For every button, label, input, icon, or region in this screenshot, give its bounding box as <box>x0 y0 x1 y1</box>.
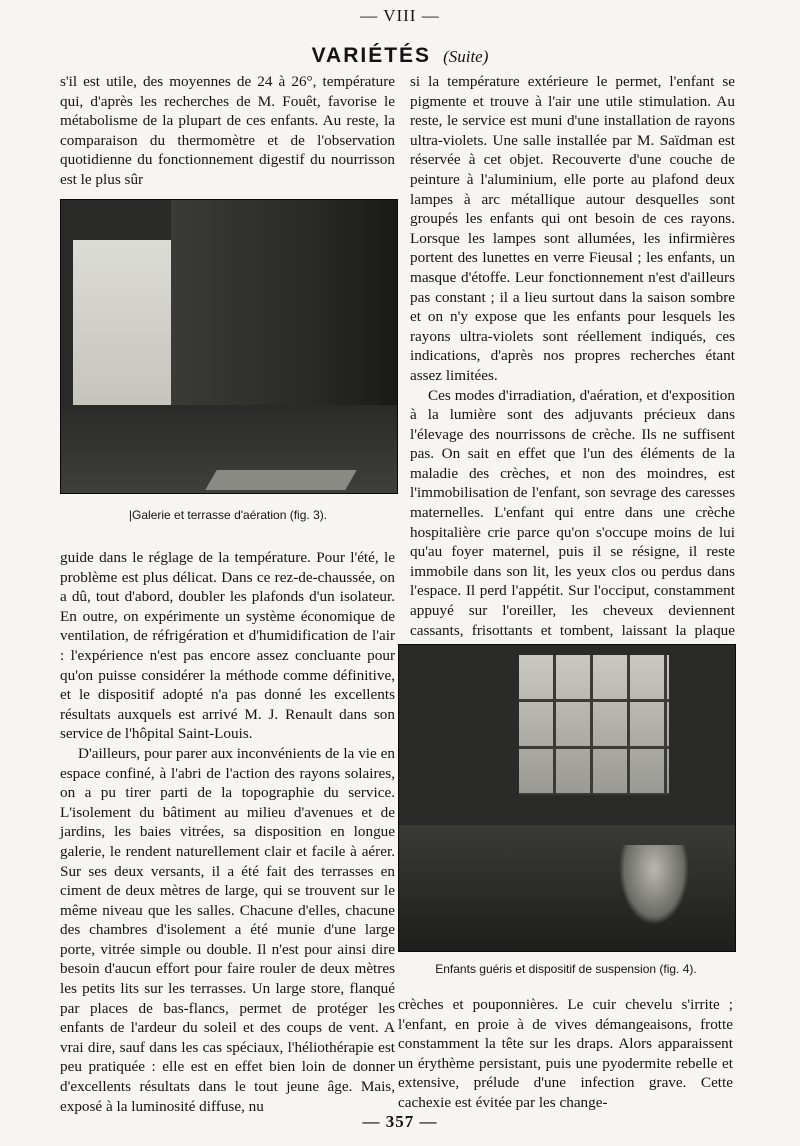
paragraph: si la température extérieure le permet, l'enfant se pigmente et trouve à l'air une utile stimulation. Au reste, le service est muni d'une installation de rayons ultra-violets. Une salle installée par M. Saïdman est réservée à cet objet. Recouverte d'une couche de peinture à l'aluminium, elle porte au plafond deux lampes à arc métallique autour desquelles sont groupés les enfants qui ont besoin de ces rayons. Lorsque les lampes sont allumées, les infirmières portent des lunettes en verre Fieusal ; les enfants, un masque d'étoffe. Leur fonctionnement n'est d'ailleurs pas constant ; il a lieu surtout dans la saison sombre et on n'y expose que les enfants pour lesquels les rayons ultra-violets sont réellement indiqués, ces indications, d'après nos propres recherches étant assez limitées. <box>410 73 735 384</box>
photo-window-frame <box>519 655 669 795</box>
right-column-bottom <box>398 995 733 1113</box>
page-number: — 357 — <box>362 1112 438 1131</box>
page-label-top: — VIII — <box>360 6 440 25</box>
subtitle-text: (Suite) <box>443 47 489 66</box>
paragraph: Ces modes d'irradiation, d'aération, et d'exposition à la lumière sont des adjuvants précieux dans l'élevage des nourrissons de crèche. Ils ne suffisent pas. On sait en effet que l'un des éléments de la maladie des crèches, et non des moindres, est l'immobilisation de l'enfant, son sevrage des caresses maternelles. L'enfant qui entre dans une crèche hospitalière crie parce qu'on s'occupe moins de lui qu'au foyer maternel, puis il se résigne, il reste immobile dans son lit, les yeux clos ou perdus dans l'espace. Il perd l'appétit. Sur l'occiput, constamment appuyé sur l'oreiller, les cheveux deviennent cassants, frisottants et tombent, laissant la plaque <box>410 386 735 639</box>
figure-4-photo <box>398 644 736 952</box>
paragraph: s'il est utile, des moyennes de 24 à 26°, température qui, d'après les recherches de M. Fouêt, favorise le métabolisme de la plupart de ces enfants. Au reste, la comparaison du thermomètre et de l'observation quotidienne du fonctionnement digestif du nourrisson est le plus sûr <box>60 73 395 188</box>
photo-light <box>205 470 357 490</box>
left-column-bottom <box>60 548 395 1116</box>
right-column-top <box>410 72 735 679</box>
paragraph: D'ailleurs, pour parer aux inconvénients de la vie en espace confiné, à l'abri de l'action des rayons solaires, on a pu tirer parti de la topographie du service. L'isolement du bâtiment au milieu d'avenues et de jardins, les baies vitrées, sa disposition en longue galerie, le rendent naturellement clair et facile à aérer. Sur ses deux versants, il a été fait des terrasses en ciment de deux mètres de large, qui se trouvent sur le même niveau que les salles. Chacune d'elles, chacune des chambres d'isolement a été munie d'une large porte, vitrée simple ou double. Il n'est pour ainsi dire besoin d'aucun effort pour faire rouler de deux mètres les petits lits sur les terrasses. Un large store, flanqué par places de bas-flancs, permet de protéger les enfants de l'ardeur du soleil et des coups de vent. A vrai dire, sauf dans les cas spéciaux, l'héliothérapie est peu pratiquée : elle est en effet bien loin de donner d'excellents résultats dans le tout jeune âge. Mais, exposé à la luminosité diffuse, nu <box>60 744 395 1115</box>
figure-3-caption: |Galerie et terrasse d'aération (fig. 3). <box>128 508 328 522</box>
left-column-top <box>60 72 395 190</box>
photo-child <box>619 845 689 925</box>
section-title <box>0 44 800 68</box>
figure-4-caption: Enfants guéris et dispositif de suspension (fig. 4). <box>435 962 697 976</box>
title-text: VARIÉTÉS <box>311 44 432 67</box>
paragraph: crèches et pouponnières. Le cuir chevelu s'irrite ; l'enfant, en proie à de vives démangeaisons, frotte constamment la tête sur les draps. Alors apparaissent un érythème persistant, puis une pyodermite rebelle et extensive, prélude d'une infection grave. Cette cachexie est évitée par les change- <box>398 996 733 1111</box>
paragraph: guide dans le réglage de la température. Pour l'été, le problème est plus délicat. Dans ce rez-de-chaussée, on a dû, tout d'abord, doubler les plafonds d'un isolateur. En outre, on expérimente un système économique de ventilation, de réfrigération et d'humidification de l'air : l'expérience n'est pas encore assez concluante pour qu'on puisse considérer la méthode comme définitive, et le dispositif adopté n'a pas donné les excellents résultats auxquels est arrivé M. J. Renault dans son service de l'hôpital Saint-Louis. <box>60 549 395 743</box>
figure-3-photo <box>60 199 398 494</box>
